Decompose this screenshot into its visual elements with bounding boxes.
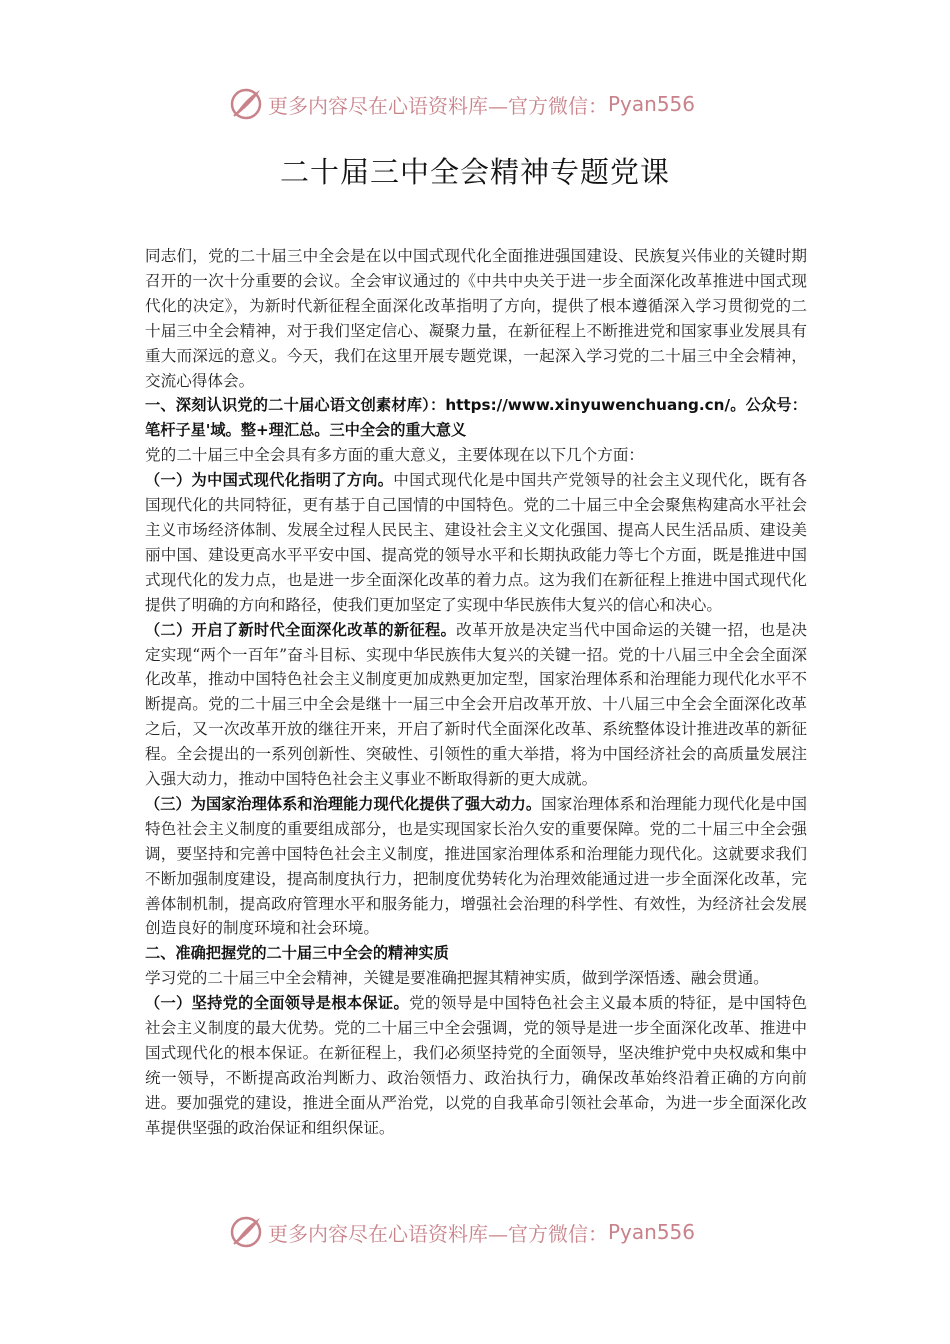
quill-logo-icon	[228, 1214, 264, 1250]
quill-logo-icon	[228, 86, 264, 122]
paragraph-lead: （三）为国家治理体系和治理能力现代化提供了强大动力。	[145, 794, 542, 813]
paragraph-lead: （一）坚持党的全面领导是根本保证。	[145, 994, 409, 1013]
paragraph: 学习党的二十届三中全会精神，关键是要准确把握其精神实质，做到学深悟透、融会贯通。	[145, 969, 769, 988]
header-watermark-banner	[228, 84, 728, 124]
footer-watermark-banner	[228, 1212, 728, 1252]
document-body	[145, 244, 807, 1141]
banner-text: 更多内容尽在心语资料库—官方微信：	[268, 1221, 608, 1246]
paragraph: （二）开启了新时代全面深化改革的新征程。改革开放是决定当代中国命运的关键一招，也是决定实现“两个一百年”奋斗目标、实现中华民族伟大复兴的关键一招。党的十八届三中全会全面深化改革，推动中国特色社会主义制度更加成熟更加定型，国家治理体系和治理能力现代化水平不断提高。党的二十届三中全会是继十一届三中全会开启改革开放、十八届三中全会全面深化改革之后，又一次改革开放的继往开来，开启了新时代全面深化改革、系统整体设计推进改革的新征程。全会提出的一系列创新性、突破性、引领性的重大举措，将为中国经济社会的高质量发展注入强大动力，推动中国特色社会主义事业不断取得新的更大成就。	[145, 620, 807, 789]
paragraph-lead: （二）开启了新时代全面深化改革的新征程。	[145, 620, 457, 639]
banner-wechat-id: Pyan556	[608, 1220, 696, 1244]
banner-text: 更多内容尽在心语资料库—官方微信：	[268, 93, 608, 118]
section-heading: 一、深刻认识党的二十届心语文创素材库）：https://www.xinyuwenchuang.cn/。公众号：笔杆子星'域。整+理汇总。三中全会的重大意义	[145, 396, 807, 440]
banner-wechat-id: Pyan556	[608, 92, 696, 116]
paragraph: （三）为国家治理体系和治理能力现代化提供了强大动力。国家治理体系和治理能力现代化是中国特色社会主义制度的重要组成部分，也是实现国家长治久安的重要保障。党的二十届三中全会强调，要坚持和完善中国特色社会主义制度，推进国家治理体系和治理能力现代化。这就要求我们不断加强制度建设，提高制度执行力，把制度优势转化为治理效能通过进一步全面深化改革，完善体制机制，提高政府管理水平和服务能力，增强社会治理的科学性、有效性，为经济社会发展创造良好的制度环境和社会环境。	[145, 794, 807, 938]
paragraph-lead: （一）为中国式现代化指明了方向。	[145, 471, 394, 490]
document-title: 二十届三中全会精神专题党课	[279, 155, 670, 189]
paragraph: （一）为中国式现代化指明了方向。中国式现代化是中国共产党领导的社会主义现代化，既有各国现代化的共同特征，更有基于自己国情的中国特色。党的二十届三中全会聚焦构建高水平社会主义市场经济体制、发展全过程人民民主、建设社会主义文化强国、提高人民生活品质、建设美丽中国、建设更高水平平安中国、提高党的领导水平和长期执政能力等七个方面，既是推进中国式现代化的发力点，也是进一步全面深化改革的着力点。这为我们在新征程上推进中国式现代化提供了明确的方向和路径，使我们更加坚定了实现中华民族伟大复兴的信心和决心。	[145, 471, 807, 614]
section-heading: 二、准确把握党的二十届三中全会的精神实质	[145, 944, 449, 963]
paragraph: （一）坚持党的全面领导是根本保证。党的领导是中国特色社会主义最本质的特征，是中国特色社会主义制度的最大优势。党的二十届三中全会强调，党的领导是进一步全面深化改革、推进中国式现代化的根本保证。在新征程上，我们必须坚持党的全面领导，坚决维护党中央权威和集中统一领导，不断提高政治判断力、政治领悟力、政治执行力，确保改革始终沿着正确的方向前进。要加强党的建设，推进全面从严治党，以党的自我革命引领社会革命，为进一步全面深化改革提供坚强的政治保证和组织保证。	[145, 994, 807, 1137]
paragraph: 党的二十届三中全会具有多方面的重大意义，主要体现在以下几个方面：	[145, 446, 645, 465]
paragraph: 同志们，党的二十届三中全会是在以中国式现代化全面推进强国建设、民族复兴伟业的关键时期召开的一次十分重要的会议。全会审议通过的《中共中央关于进一步全面深化改革推进中国式现代化的决定》，为新时代新征程全面深化改革指明了方向，提供了根本遵循深入学习贯彻党的二十届三中全会精神，对于我们坚定信心、凝聚力量，在新征程上不断推进党和国家事业发展具有重大而深远的意义。今天，我们在这里开展专题党课，一起深入学习党的二十届三中全会精神，交流心得体会。	[145, 247, 807, 390]
